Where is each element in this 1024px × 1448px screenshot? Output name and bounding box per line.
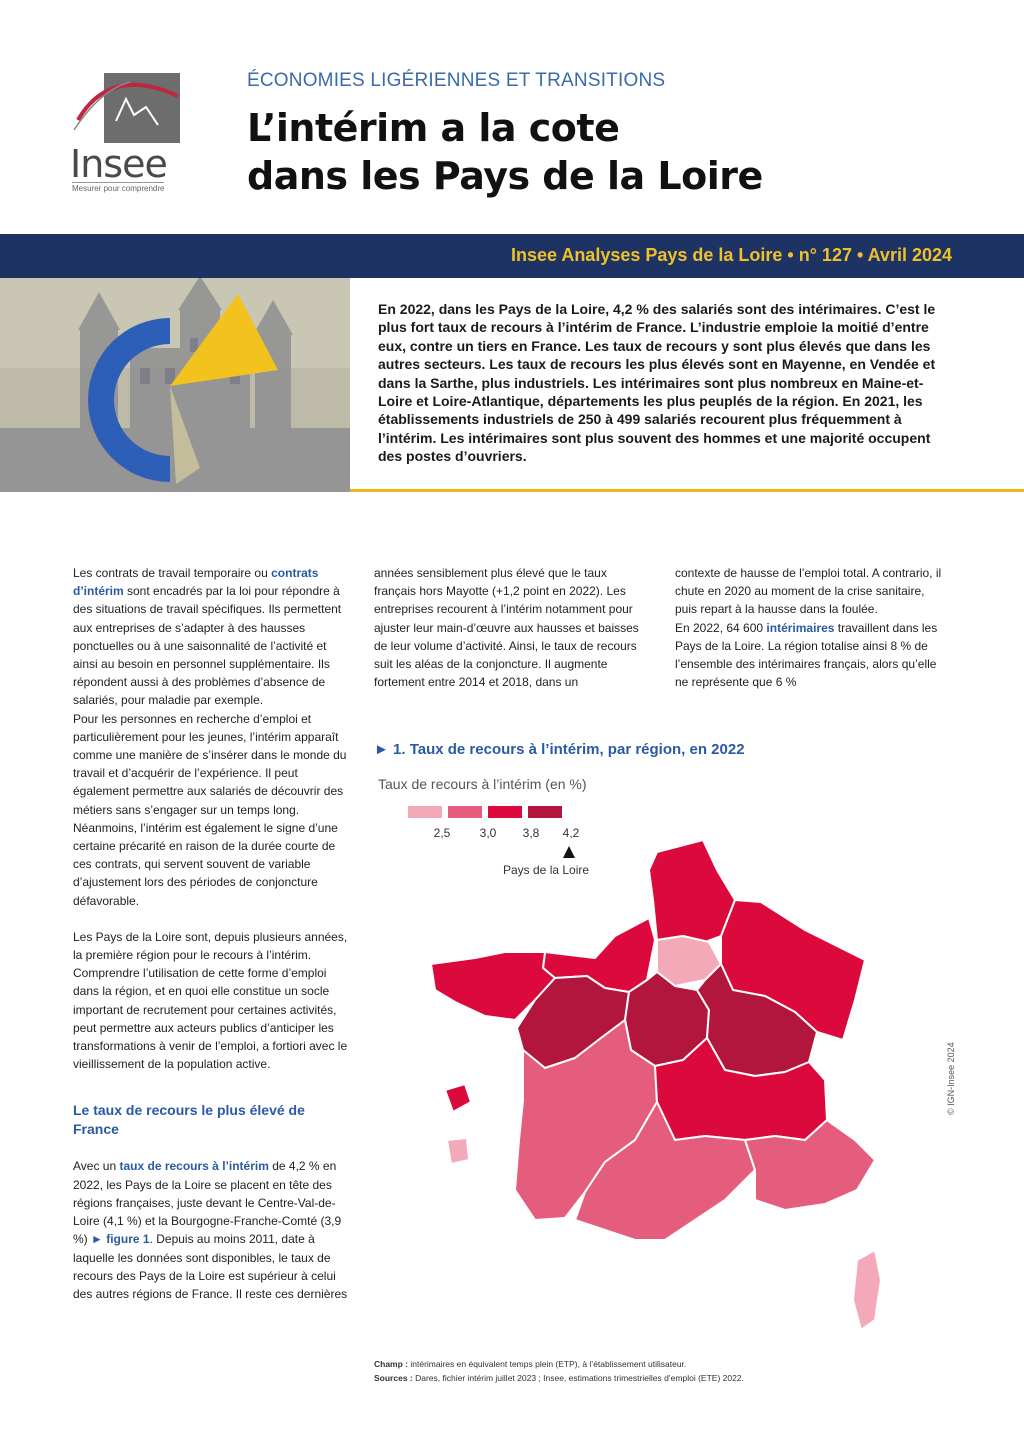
marker-label: Pays de la Loire [503,863,590,877]
title-line-1: L’intérim a la cote [247,106,620,150]
paragraph: contexte de hausse de l’emploi total. A contrario, il chute en 2020 au moment de la crise sanitaire, puis repart à la hausse dans la foulée. [675,566,942,617]
legend-label: 4,2 [562,826,580,840]
legend-swatch-1 [408,806,442,818]
text-column-3 [675,564,947,691]
definition-link[interactable]: taux de recours à l’intérim [119,1159,269,1174]
legend-swatch-2 [448,806,482,818]
island-oleron [445,1084,471,1112]
text-run: de 4,2 % en 2022, les Pays de la Loire se placent en tête des régions françaises, juste devant le Centre-Val-de-Loire (4,1 %) et la Bourgogne-Franche-Comté (3,9 %) [73,1159,342,1247]
island-re [447,1138,469,1164]
figure-notes [374,1357,934,1385]
note-champ [374,1357,934,1371]
legend-label: 3,8 [522,826,540,840]
note-text: intérimaires en équivalent temps plein (ETP), à l’établissement utilisateur. [408,1359,687,1369]
logo-arc-icon [70,70,190,150]
summary-rule [350,489,1024,492]
legend-swatch-3 [488,806,522,818]
logo-tagline: Mesurer pour comprendre [72,184,165,193]
insee-logo [70,70,190,200]
note-label: Sources : [374,1373,413,1383]
legend-label: 2,5 [433,826,451,840]
note-label: Champ : [374,1359,408,1369]
page-title [247,104,763,200]
paragraph [73,564,353,710]
paragraph [73,1157,353,1303]
paragraph: Les Pays de la Loire sont, depuis plusieurs années, la première région pour le recours à l’intérim. Comprendre l’utilisation de cette forme d’emploi dans la région, et en quoi elle constitue un socle important de recrutement pour certaines activités, peut permettre aux acteurs publics d’anticiper les transformations à venir de l’emploi, a fortiori avec le vieillissement de la population active. [73,929,348,1072]
figure-link[interactable]: ► figure 1 [91,1232,150,1247]
paragraph [675,619,947,692]
text-run: . Depuis au moins 2011, date à laquelle les données sont disponibles, le taux de recours des Pays de la Loire est supérieur à celui des autres régions de France. Il reste ces dernières [73,1232,348,1301]
publication-band [0,234,1024,278]
text-run: En 2022, 64 600 [675,620,767,635]
section-heading: Le taux de recours le plus élevé de France [73,1102,305,1138]
definition-link[interactable]: contrats d’intérim [73,566,319,599]
definition-link[interactable]: intérimaires [766,620,835,635]
note-sources [374,1371,934,1385]
paragraph: Pour les personnes en recherche d’emploi et particulièrement pour les jeunes, l’intérim apparaît comme une manière de s’insérer dans le monde du travail et d’acquérir de l’expérience. Il peut également permettre aux salariés de découvrir des métiers sans s’engager sur un temps long. Néanmoins, l’intérim est également le signe d’une certaine précarité en raison de la durée courte de ces contrats, qui servent souvent de variable d’ajustement lors des périodes de conjoncture défavorable. [73,711,347,908]
france-regions-map [425,840,895,1340]
map-credit: © IGN-Insee 2024 [946,1042,956,1115]
text-column-1 [73,564,353,1303]
legend-swatch-4 [528,806,562,818]
legend-title: Taux de recours à l’intérim (en %) [378,776,587,792]
region-corse [853,1250,881,1330]
figure-title: ► 1. Taux de recours à l’intérim, par région, en 2022 [374,741,745,758]
text-column-2 [374,564,646,691]
title-line-2: dans les Pays de la Loire [247,154,763,198]
region-hauts-de-france [649,840,735,942]
publication-reference: Insee Analyses Pays de la Loire • n° 127 • Avril 2024 [510,245,952,265]
text-run: Avec un [73,1159,120,1174]
text-run: travaillent dans les Pays de la Loire. La région totalise ainsi 8 % de l’ensemble des intérimaires français, alors qu’elle ne représente que 6 % [675,620,938,690]
hero-image [0,278,350,492]
paragraph: années sensiblement plus élevé que le taux français hors Mayotte (+1,2 point en 2022). Les entreprises recourent à l’intérim notamment pour ajuster leur main-d’œuvre aux hausses et baisses de leur volume d’activité. Ainsi, le taux de recours suit les aléas de la conjoncture. Il augmente fortement entre 2014 et 2018, dans un [374,566,639,690]
text-run: sont encadrés par la loi pour répondre à des situations de travail spécifiques. Ils permettent aux entreprises de s’adapter à des hausses ponctuelles ou à une saisonnalité de l’activité et ainsi au besoin en personnel supplémentaire. Ils répondent aussi à des problèmes d’absence de salariés, pour maladie par exemple. [73,584,342,708]
note-text: Dares, fichier intérim juillet 2023 ; Insee, estimations trimestrielles d’emploi (ETE) 2022. [412,1373,744,1383]
legend-label: 3,0 [479,826,497,840]
logo-wordmark: Insee [70,142,167,186]
summary-text: En 2022, dans les Pays de la Loire, 4,2 % des salariés sont des intérimaires. C’est le plus fort taux de recours à l’intérim de France. L’industrie emploie la moitié d’entre eux, contre un tiers en France. Les taux de recours y sont plus élevés que dans les autres secteurs. Les taux de recours les plus élevés sont en Mayenne, en Vendée et dans la Sarthe, plus industriels. Les intérimaires sont plus nombreux en Maine-et-Loire et Loire-Atlantique, départements les plus peuplés de la région. En 2021, les établissements industriels de 250 à 499 salariés recourent plus fréquemment à l’intérim. Les intérimaires sont plus souvent des hommes et une majorité occupent des postes d’ouvriers. [378,301,936,465]
collection-kicker: ÉCONOMIES LIGÉRIENNES ET TRANSITIONS [247,70,666,91]
text-run: Les contrats de travail temporaire ou [73,566,272,580]
